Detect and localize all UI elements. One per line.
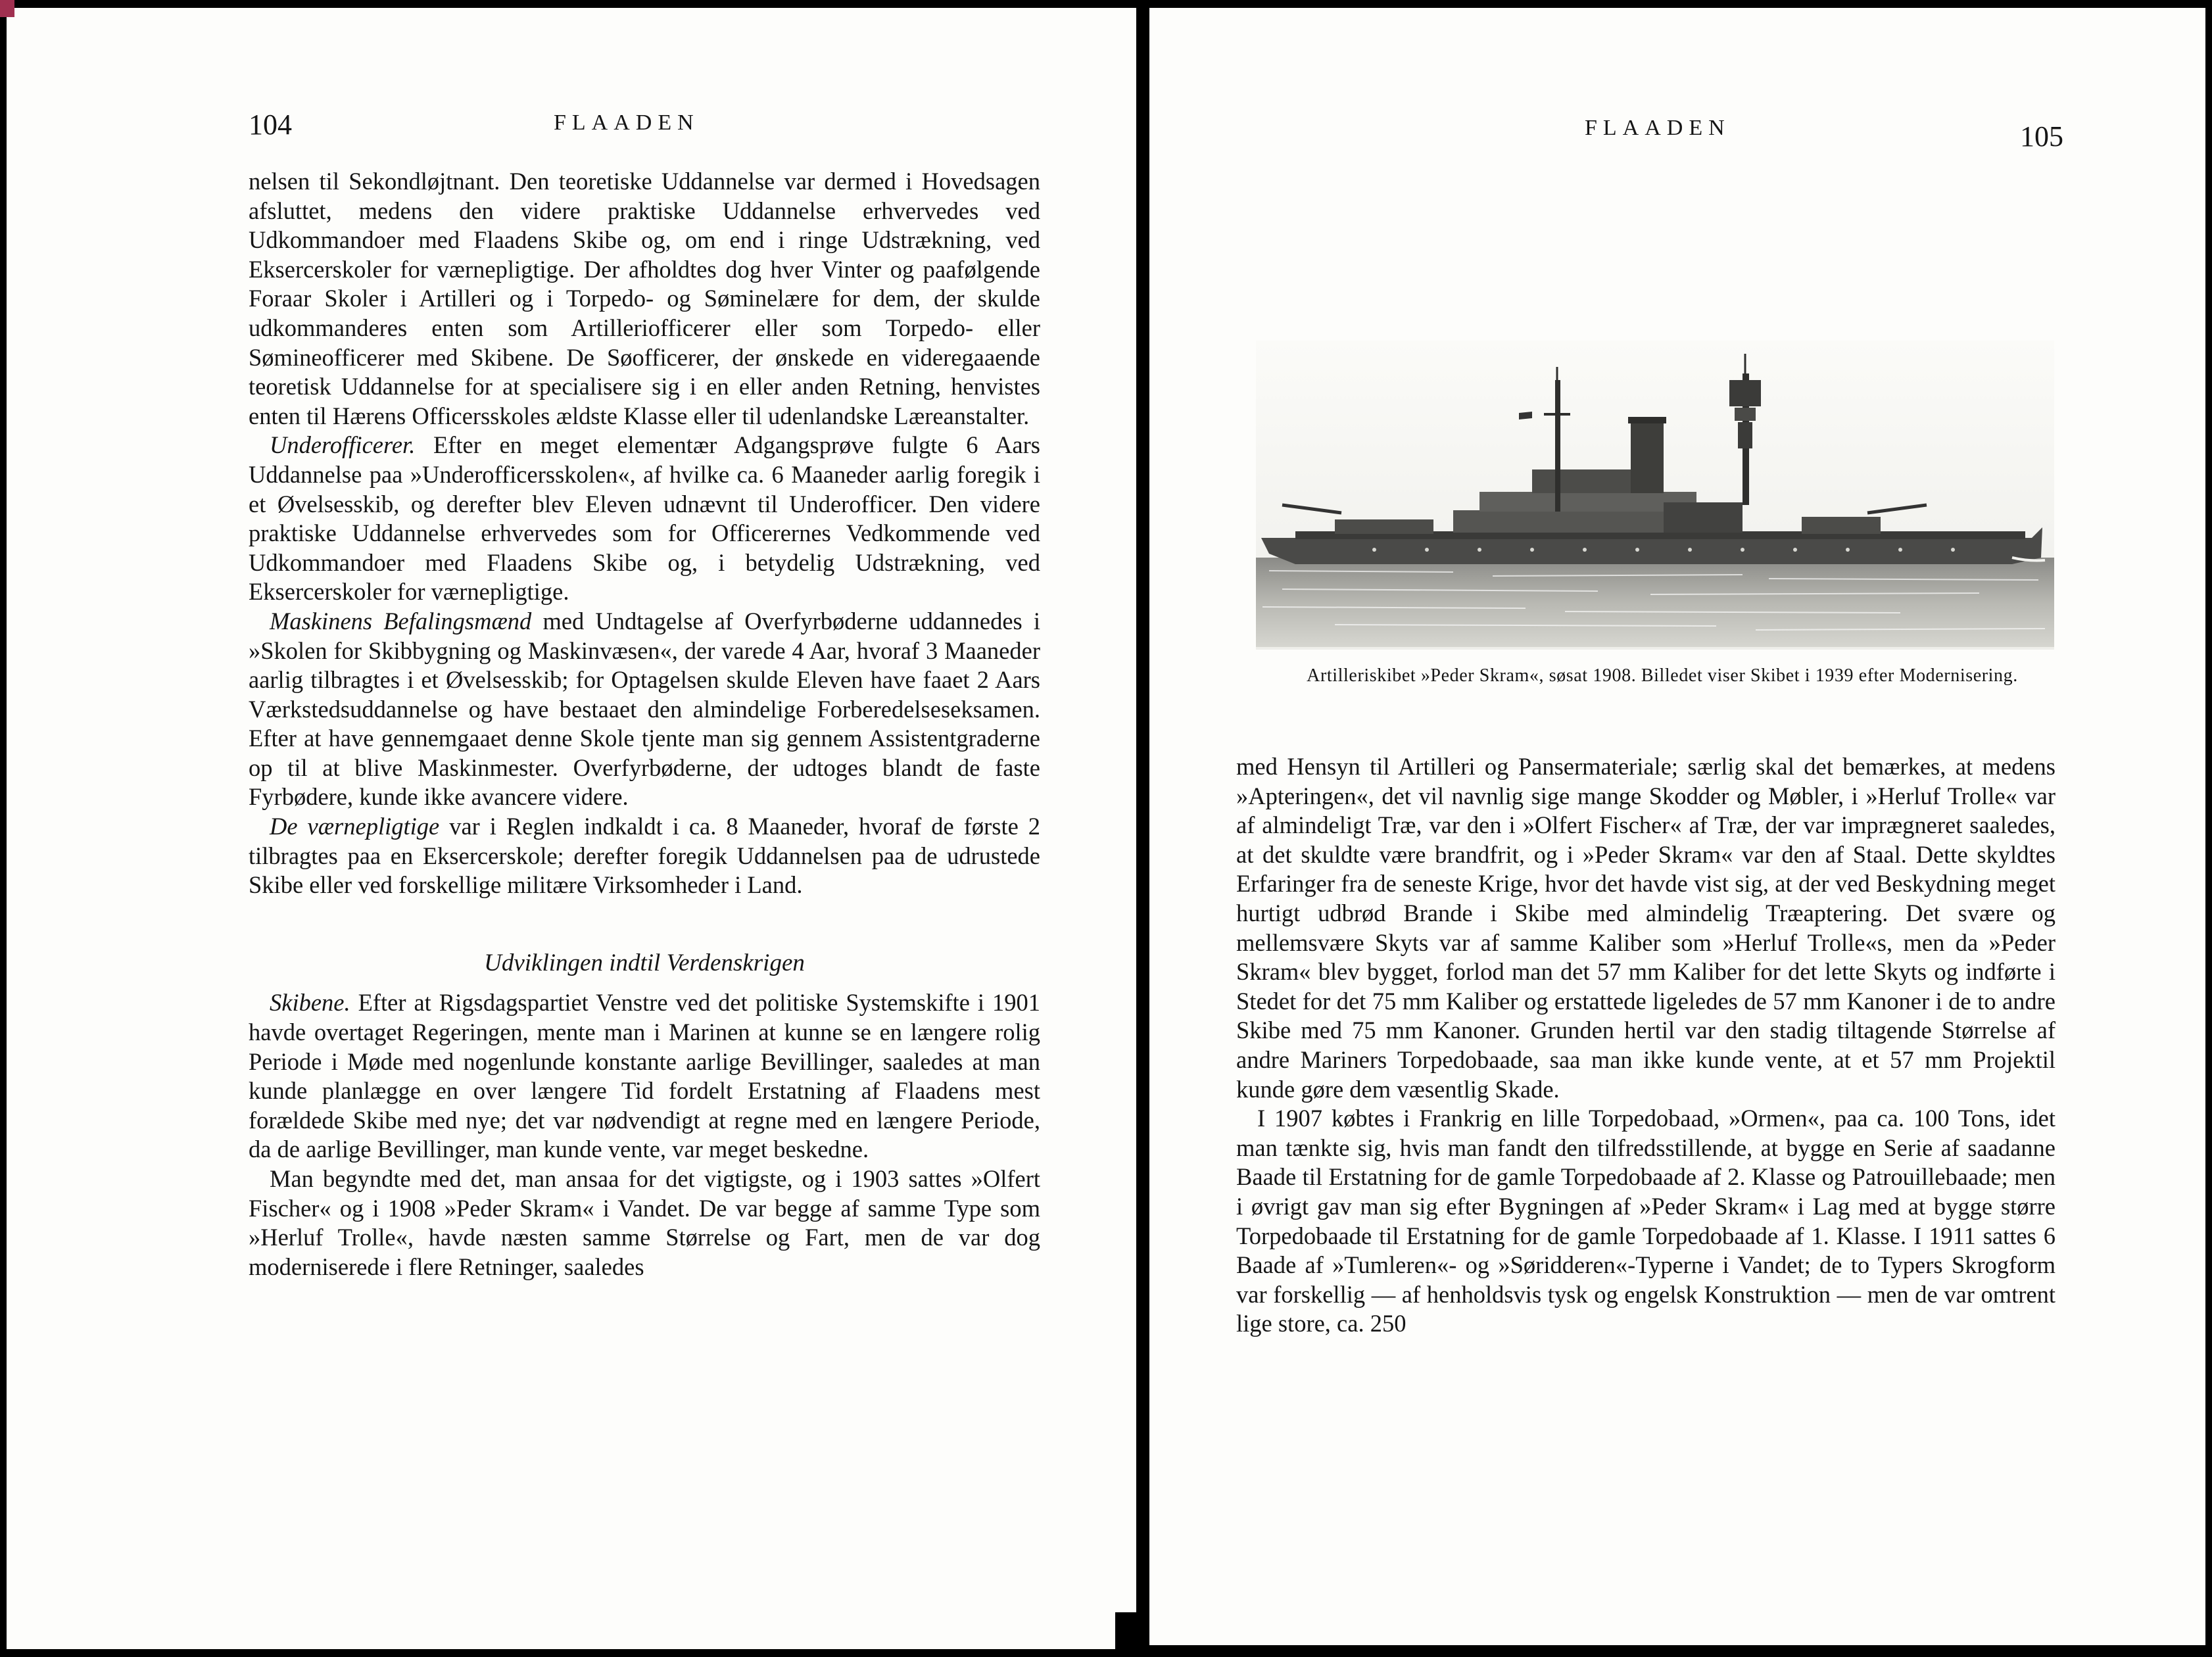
paragraph [249,607,1040,812]
page-tab-mark [1115,1612,1138,1657]
paragraph [1236,1104,2056,1339]
running-head: FLAADEN [554,110,700,135]
paragraph-text: nelsen til Sekondløjtnant. Den teoretiske Uddannelse var dermed i Hovedsagen afsluttet, medens den videre praktiske Uddannelse erhvervedes ved Udkommandoer med Flaadens Skibe og, om end i ringe Udstrækning, ved Eksercerskoler for værnepligtige. Der afholdtes dog hver Vinter og paafølgende Foraar Skoler i Artilleri og i Torpedo- og Søminelære for dem, der skulde udkommanderes enten som Artilleriofficerer eller som Torpedo- eller Sømineofficerer med Skibene. De Søofficerer, der ønskede en videregaaende teoretisk Uddannelse for at specialisere sig i en eller anden Retning, henvistes enten til Hærens Officersskoles ældste Klasse eller til udenlandske Læreanstalter. [249,168,1040,429]
paragraph [249,812,1040,900]
paragraph-text: var i Reglen indkaldt i ca. 8 Maaneder, hvoraf de første 2 tilbragtes paa en Eksercerskole; derefter foregik Uddannelsen paa de udrustede Skibe eller ved forskellige militære Virksomheder i Land. [249,813,1040,899]
paragraph-lead: Skibene. [270,989,350,1017]
paragraph-lead: Maskinens Befalingsmænd [270,607,532,635]
paragraph [249,1165,1040,1282]
paragraph-text: med Hensyn til Artilleri og Pansermateriale; særlig skal det bemærkes, at medens »Apteringen«, det vil navnlig sige mange Skodder og Møbler, i »Herluf Trolle« var af almindeligt Træ, var den i »Olfert Fischer« af Træ, der var imprægneret saaledes, at det skuldte være brandfrit, og i »Peder Skram« var den af Staal. Dette skyldtes Erfaringer fra de seneste Krige, hvor det havde vist sig, at der ved Beskydning meget hurtigt udbrød Brande i Skibe med almindelig Træaptering. Det svære og mellemsvære Skyts var af samme Kaliber som »Herluf Trolle«s, men da »Peder Skram« blev bygget, forlod man det 57 mm Kaliber for det lette Skyts og indførte i Stedet for det 75 mm Kaliber og erstattede ligeledes de 57 mm Kanoner i de to andre Skibe med 75 mm Kanoner. Grunden hertil var den stadig tiltagende Størrelse af andre Mariners Torpedobaade, saa man ikke kunde vente, at et 57 mm Projektil kunde gøre dem væsentlig Skade. [1236,753,2056,1103]
paragraph-text: Man begyndte med det, man ansaa for det vigtigste, og i 1903 sattes »Olfert Fischer« og i 1908 »Peder Skram« i Vandet. De var begge af samme Type som »Herluf Trolle«, havde næsten samme Størrelse og Fart, men de var dog moderniserede i flere Retninger, saaledes [249,1165,1040,1280]
paragraph [1236,752,2056,1104]
paragraph [249,167,1040,431]
ship-illustration [1256,341,2054,650]
left-body-text [249,167,1040,1282]
page-number: 105 [2020,120,2063,153]
paragraph-lead: De værnepligtige [270,813,440,840]
ship-photograph [1256,341,2054,650]
running-head: FLAADEN [1585,116,1731,140]
section-heading: Udviklingen indtil Verdenskrigen [484,949,805,976]
paragraph-text: I 1907 købtes i Frankrig en lille Torpedobaad, »Ormen«, paa ca. 100 Tons, idet man tænkte sig, hvis man fandt den tilfredsstillende, at bygge en Serie af saadanne Baade til Erstatning for de gamle Torpedobaade af 2. Klasse og Patrouillebaade; men i øvrigt gav man sig efter Bygningen af »Peder Skram« i Lag med at bygge større Torpedobaade til Erstatning for de gamle Torpedobaade af 1. Klasse. I 1911 sattes 6 Baade af »Tumleren«- og »Søridderen«-Typerne i Vandet; de to Typers Skrogform var forskellig — af henholdsvis tysk og engelsk Konstruktion — men de var omtrent lige store, ca. 250 [1236,1105,2056,1337]
paragraph-text: Efter en meget elementær Adgangsprøve fulgte 6 Aars Uddannelse paa »Underofficersskolen«, af hvilke ca. 6 Maaneder aarlig foregik i et Øvelsesskib, og derefter blev Eleven udnævnt til Underofficer. Den videre praktiske Uddannelse erhvervedes som for Officerernes Vedkommende ved Udkommandoer med Flaadens Skibe og, i betydelig Udstrækning, ved Eksercerskoler for værnepligtige. [249,431,1040,606]
figure-caption: Artilleriskibet »Peder Skram«, søsat 1908. Billedet viser Skibet i 1939 efter Modernisering. [1307,665,2018,686]
paragraph-lead: Underofficerer. [270,431,416,459]
right-body-text [1236,752,2056,1339]
left-page [7,8,1136,1649]
scan-edge-mark [0,0,14,17]
page-number: 104 [249,108,292,141]
paragraph [249,988,1040,1165]
paragraph [249,431,1040,607]
paragraph-text: Efter at Rigsdagspartiet Venstre ved det politiske Systemskifte i 1901 havde overtaget Regeringen, mente man i Marinen at kunne se en længere rolig Periode i Møde med nogenlunde konstante aarlige Bevillinger, saaledes at man kunde planlægge en over længere Tid fordelt Erstatning af Flaadens mest forældede Skibe med nye; det var nødvendigt at regne med en længere Periode, da de aarlige Bevillinger, man kunde vente, var meget beskedne. [249,989,1040,1163]
right-page [1149,8,2205,1645]
paragraph-text: med Undtagelse af Overfyrbøderne uddannedes i »Skolen for Skibbygning og Maskinvæsen«, der varede 4 Aar, hvoraf 3 Maaneder aarlig tilbragtes i et Øvelsesskib; for Optagelsen skulde Eleven have faaet 2 Aars Værkstedsuddannelse og have bestaaet den almindelige Forberedelseseksamen. Efter at have gennemgaaet denne Skole tjente man sig gennem Assistentgraderne op til at blive Maskinmester. Overfyrbøderne, der udtoges blandt de faste Fyrbødere, kunde ikke avancere videre. [249,607,1040,811]
